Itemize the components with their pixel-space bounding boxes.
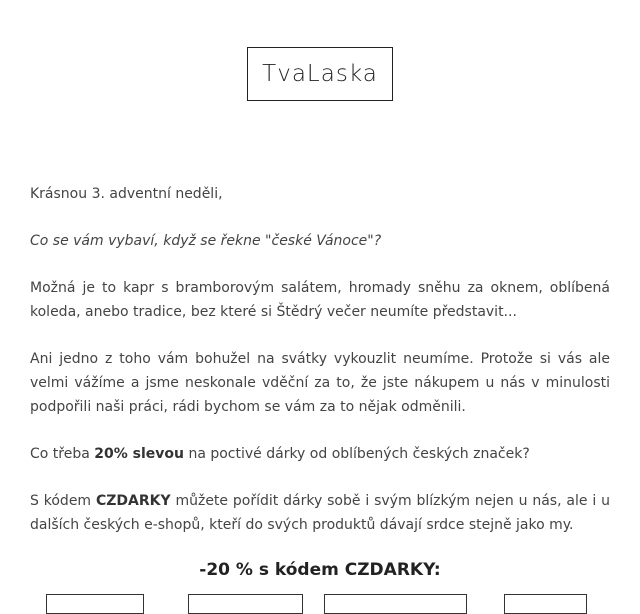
offer-suffix: na poctivé dárky od oblíbených českých značek? <box>184 446 530 462</box>
code-text <box>30 489 610 537</box>
discount-code: CZDARKY <box>95 493 171 509</box>
discount-highlight: 20% slevou <box>94 446 184 462</box>
offer-text <box>30 442 610 466</box>
offer-prefix: Co třeba <box>30 446 95 462</box>
paragraph-memories: Možná je to kapr s bramborovým salátem, hromady sněhu za oknem, oblíbená koleda, anebo tradice, bez které si Štědrý večer neumíte představit... <box>30 280 610 320</box>
greeting-text: Krásnou 3. adventní neděli, <box>30 186 223 202</box>
partner-logo-1[interactable] <box>46 594 144 614</box>
code-suffix: můžete pořídit dárky sobě i svým blízkým nejen u nás, ale i u dalších českých e-shopů, kteří do svých produktů dávají srdce stejně jako my. <box>30 493 610 533</box>
code-prefix: S kódem <box>30 493 96 509</box>
promo-heading: -20 % s kódem CZDARKY: <box>199 560 441 580</box>
paragraph-thanks: Ani jedno z toho vám bohužel na svátky vykouzlit neumíme. Protože si vás ale velmi vážíme a jsme neskonale vděční za to, že jste nákupem u nás v minulosti podpořili naši práci, rádi bychom se vám za to nějak odměnili. <box>30 351 610 415</box>
partner-logo-2[interactable] <box>188 594 303 614</box>
partner-logo-4[interactable] <box>504 594 587 614</box>
email-body <box>30 182 610 560</box>
brand-logo[interactable]: TvaLaska <box>247 47 393 101</box>
logo-container <box>0 47 640 101</box>
question-text: Co se vám vybaví, když se řekne "české Vánoce"? <box>30 233 382 249</box>
partner-logo-3[interactable] <box>324 594 467 614</box>
